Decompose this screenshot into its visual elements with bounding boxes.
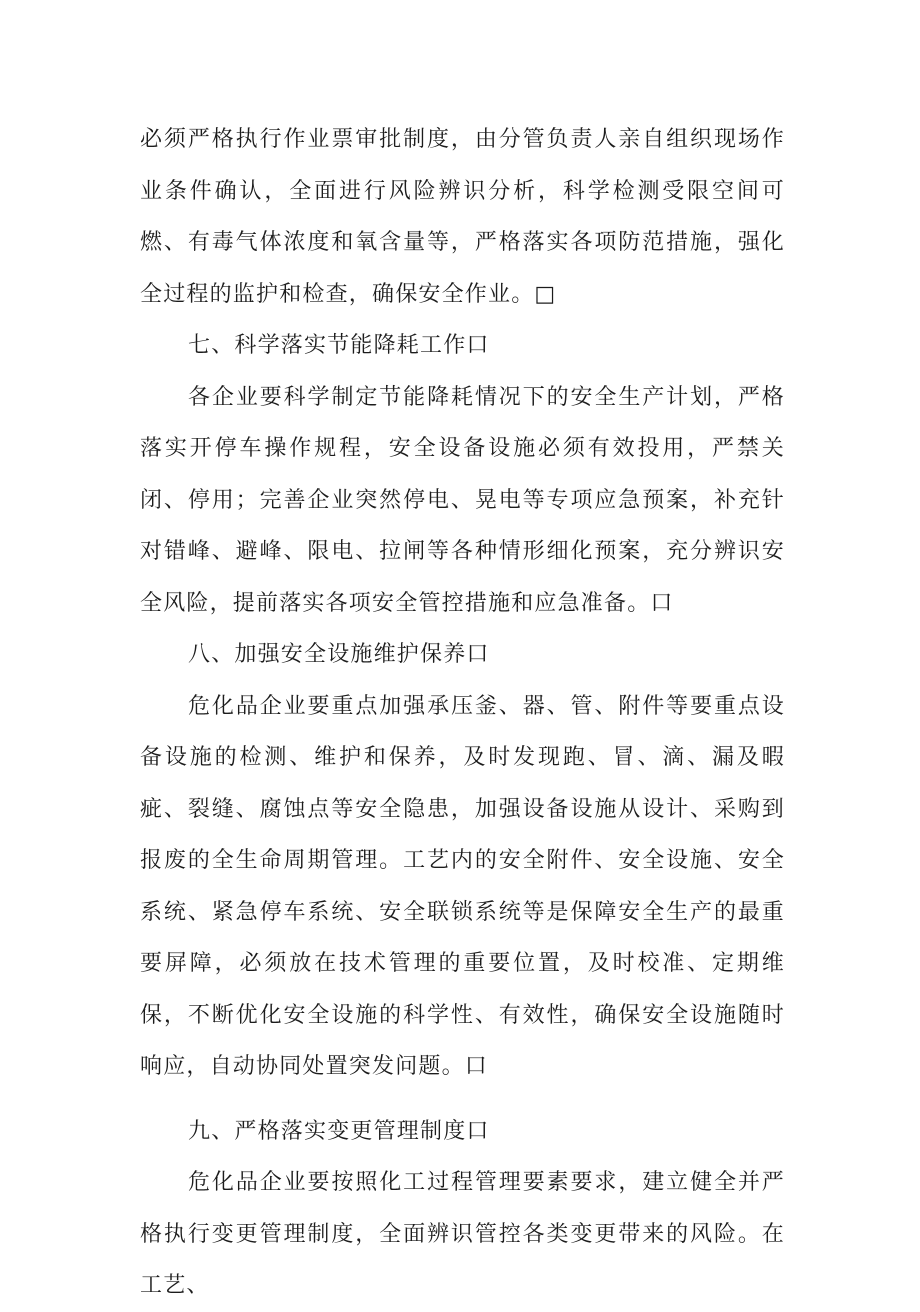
heading-section-9-change-management: 九、严格落实变更管理制度口 <box>188 1118 490 1144</box>
document-body <box>140 114 785 1312</box>
paragraph-work-permit: 必须严格执行作业票审批制度，由分管负责人亲自组织现场作业条件确认，全面进行风险辨识分析，科学检测受限空间可燃、有毒气体浓度和氧含量等，严格落实各项防范措施，强化全过程的监护和检查，确保安全作业。□ <box>140 127 785 307</box>
heading-section-8-facility-maintenance: 八、加强安全设施维护保养口 <box>188 642 490 667</box>
paragraph-energy-saving: 各企业要科学制定节能降耗情况下的安全生产计划，严格落实开停车操作规程，安全设备设施必须有效投用，严禁关闭、停用；完善企业突然停电、晃电等专项应急预案，补充针对错峰、避峰、限电、拉闸等各种情形细化预案，充分辨识安全风险，提前落实各项安全管控措施和应急准备。口 <box>140 384 785 616</box>
paragraph-change-management: 危化品企业要按照化工过程管理要素要求，建立健全并严格执行变更管理制度，全面辨识管控各类变更带来的风险。在工艺、 <box>140 1170 785 1298</box>
heading-section-7-energy-saving: 七、科学落实节能降耗工作口 <box>188 333 490 358</box>
paragraph-facility-maintenance: 危化品企业要重点加强承压釜、器、管、附件等要重点设备设施的检测、维护和保养，及时发现跑、冒、滴、漏及暇疵、裂缝、腐蚀点等安全隐患，加强设备设施从设计、采购到报废的全生命周期管理。工艺内的安全附件、安全设施、安全系统、紧急停车系统、安全联锁系统等是保障安全生产的最重要屏障，必须放在技术管理的重要位置，及时校准、定期维保，不断优化安全设施的科学性、有效性，确保安全设施随时响应，自动协同处置突发问题。口 <box>140 693 785 1079</box>
